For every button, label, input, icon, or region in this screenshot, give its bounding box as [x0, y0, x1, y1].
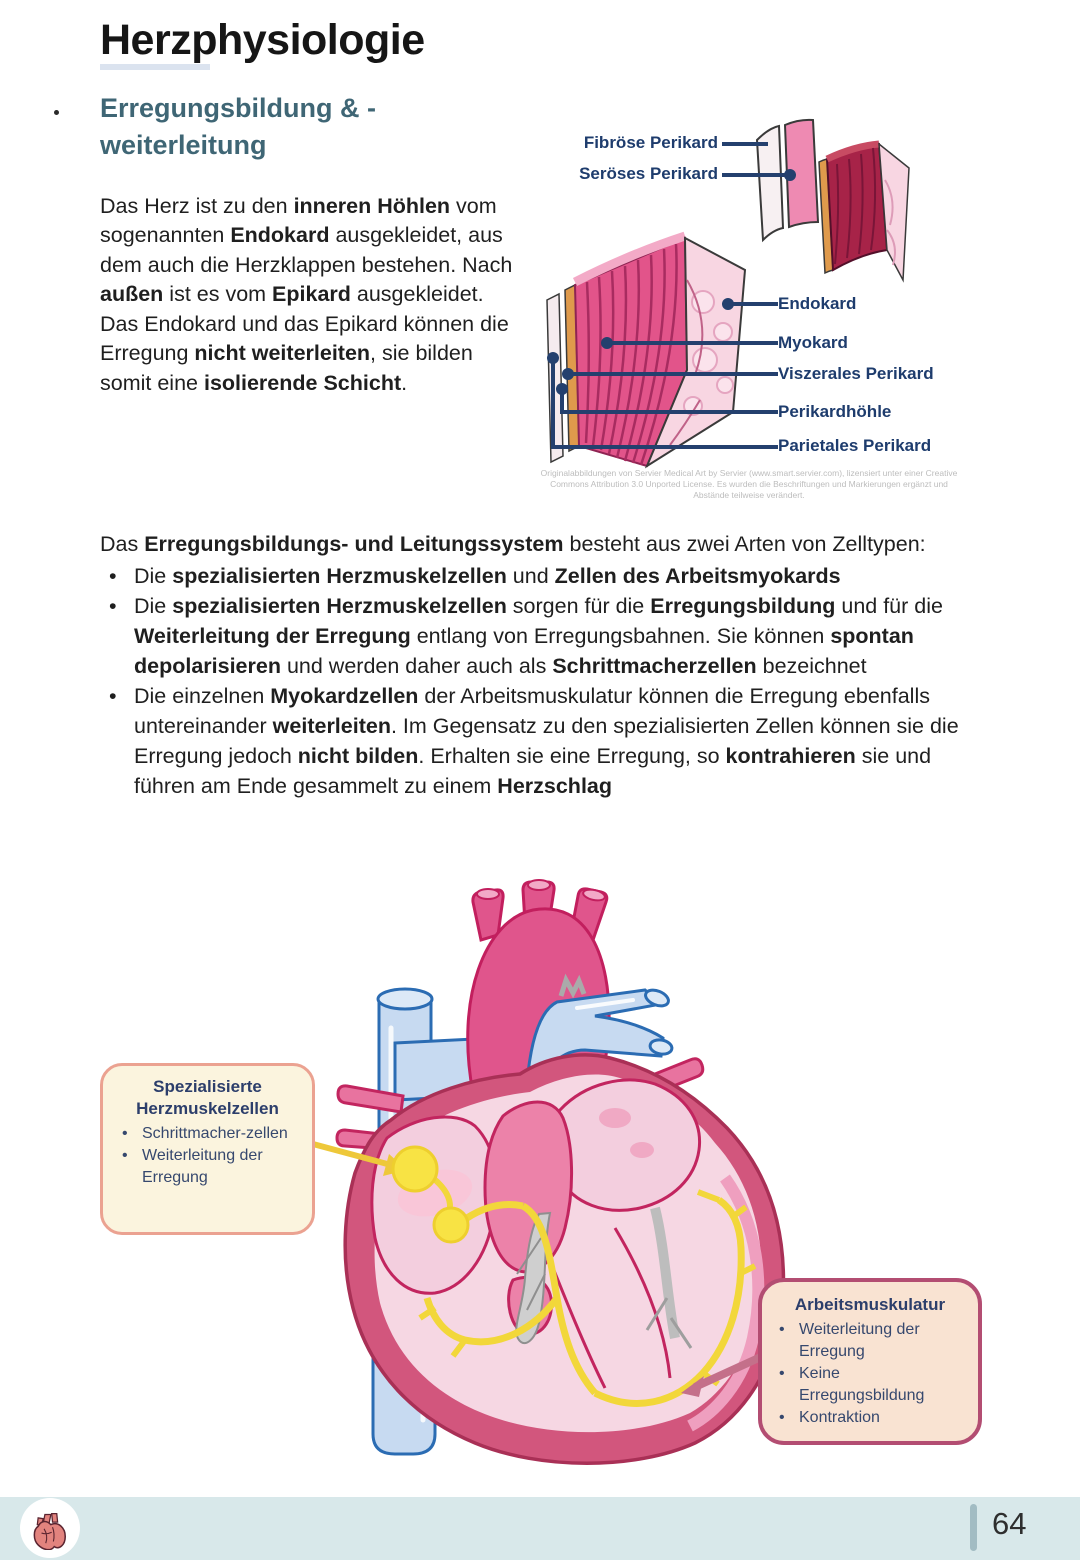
margin-dot — [54, 110, 59, 115]
callout-right-title: Arbeitsmuskulatur — [794, 1295, 946, 1314]
page-number: 64 — [992, 1506, 1027, 1541]
callout-right-item-3: • Kontraktion — [772, 1407, 968, 1429]
callout-left-item-1: • Schrittmacher-zellen — [115, 1123, 300, 1145]
bullet-item-2: • Die spezialisierten Herzmuskelzellen sorgen für die Erregungsbildung und für die Weiterleitung der Erregung entlang von Erregungsbahnen. Sie können spontan depolarisieren und werden daher auch als Schrittmacherzellen bezeichnet — [100, 591, 986, 681]
left-atrium — [552, 1080, 699, 1210]
sa-node — [393, 1147, 437, 1191]
callout-left-list — [115, 1123, 300, 1189]
bullet-list — [100, 561, 986, 801]
image-attribution — [538, 468, 960, 501]
label-myokard: Myokard — [778, 333, 848, 352]
callout-working-muscle — [758, 1278, 982, 1445]
label-endokard: Endokard — [778, 294, 857, 313]
attribution-line2: Commons Attribution 3.0 Unported License. Es wurden die Beschriftungen und Markierungen ergänzt und — [550, 479, 948, 489]
callout-left-item-2: • Weiterleitung der Erregung — [115, 1145, 300, 1189]
section-heading — [100, 90, 376, 164]
large-tissue-block — [547, 236, 745, 466]
attribution-line3: Abstände teilweise verändert. — [693, 490, 805, 500]
bullet-item-3: • Die einzelnen Myokardzellen der Arbeitsmuskulatur können die Erregung ebenfalls untereinander weiterleiten. Im Gegensatz zu den spezialisierten Zellen können sie die Erregung jedoch nicht bilden. Erhalten sie eine Erregung, so kontrahieren sie und führen am Ende gesammelt zu einem Herzschlag — [100, 681, 986, 801]
section-heading-line1: Erregungsbildung & - — [100, 93, 376, 123]
section-heading-line2: weiterleitung — [100, 130, 267, 160]
heart-diagram — [295, 878, 800, 1478]
small-tissue-block — [757, 120, 909, 280]
title-underline — [100, 64, 210, 70]
label-seroses-perikard: Seröses Perikard — [579, 164, 718, 183]
main-text-block — [100, 529, 986, 801]
callout-specialized-cells — [100, 1063, 315, 1235]
lead-paragraph: Das Erregungsbildungs- und Leitungssystem besteht aus zwei Arten von Zelltypen: — [100, 532, 926, 556]
anatomical-heart-icon — [28, 1506, 72, 1550]
page-title: Herzphysiologie — [100, 16, 425, 64]
label-parietales-perikard: Parietales Perikard — [778, 436, 932, 455]
label-fibrose-perikard: Fibröse Perikard — [583, 133, 718, 152]
label-perikardhoehle: Perikardhöhle — [778, 402, 892, 421]
bullet-item-1: • Die spezialisierten Herzmuskelzellen und Zellen des Arbeitsmyokards — [100, 561, 986, 591]
callout-left-title: Spezialisierte Herzmuskelzellen — [136, 1077, 279, 1118]
intro-paragraph: Das Herz ist zu den inneren Höhlen vom sogenannten Endokard ausgekleidet, aus dem auch die Herzklappen bestehen. Nach außen ist es vom Epikard ausgekleidet. Das Endokard und das Epikard können die Erregung nicht weiterleiten, sie bilden somit eine isolierende Schicht. — [100, 193, 513, 395]
av-node — [434, 1208, 468, 1242]
attribution-line1: Originalabbildungen von Servier Medical Art by Servier (www.smart.servier.com), lizensiert unter einer Creative — [540, 468, 958, 478]
callout-right-item-1: • Weiterleitung der Erregung — [772, 1319, 968, 1363]
label-viszerales-perikard: Viszerales Perikard — [778, 364, 934, 383]
page-number-bar — [970, 1504, 977, 1551]
footer-band — [0, 1497, 1080, 1560]
callout-right-item-2: • Keine Erregungsbildung — [772, 1363, 968, 1407]
callout-right-list — [772, 1319, 968, 1429]
footer-logo-circle — [20, 1498, 80, 1558]
